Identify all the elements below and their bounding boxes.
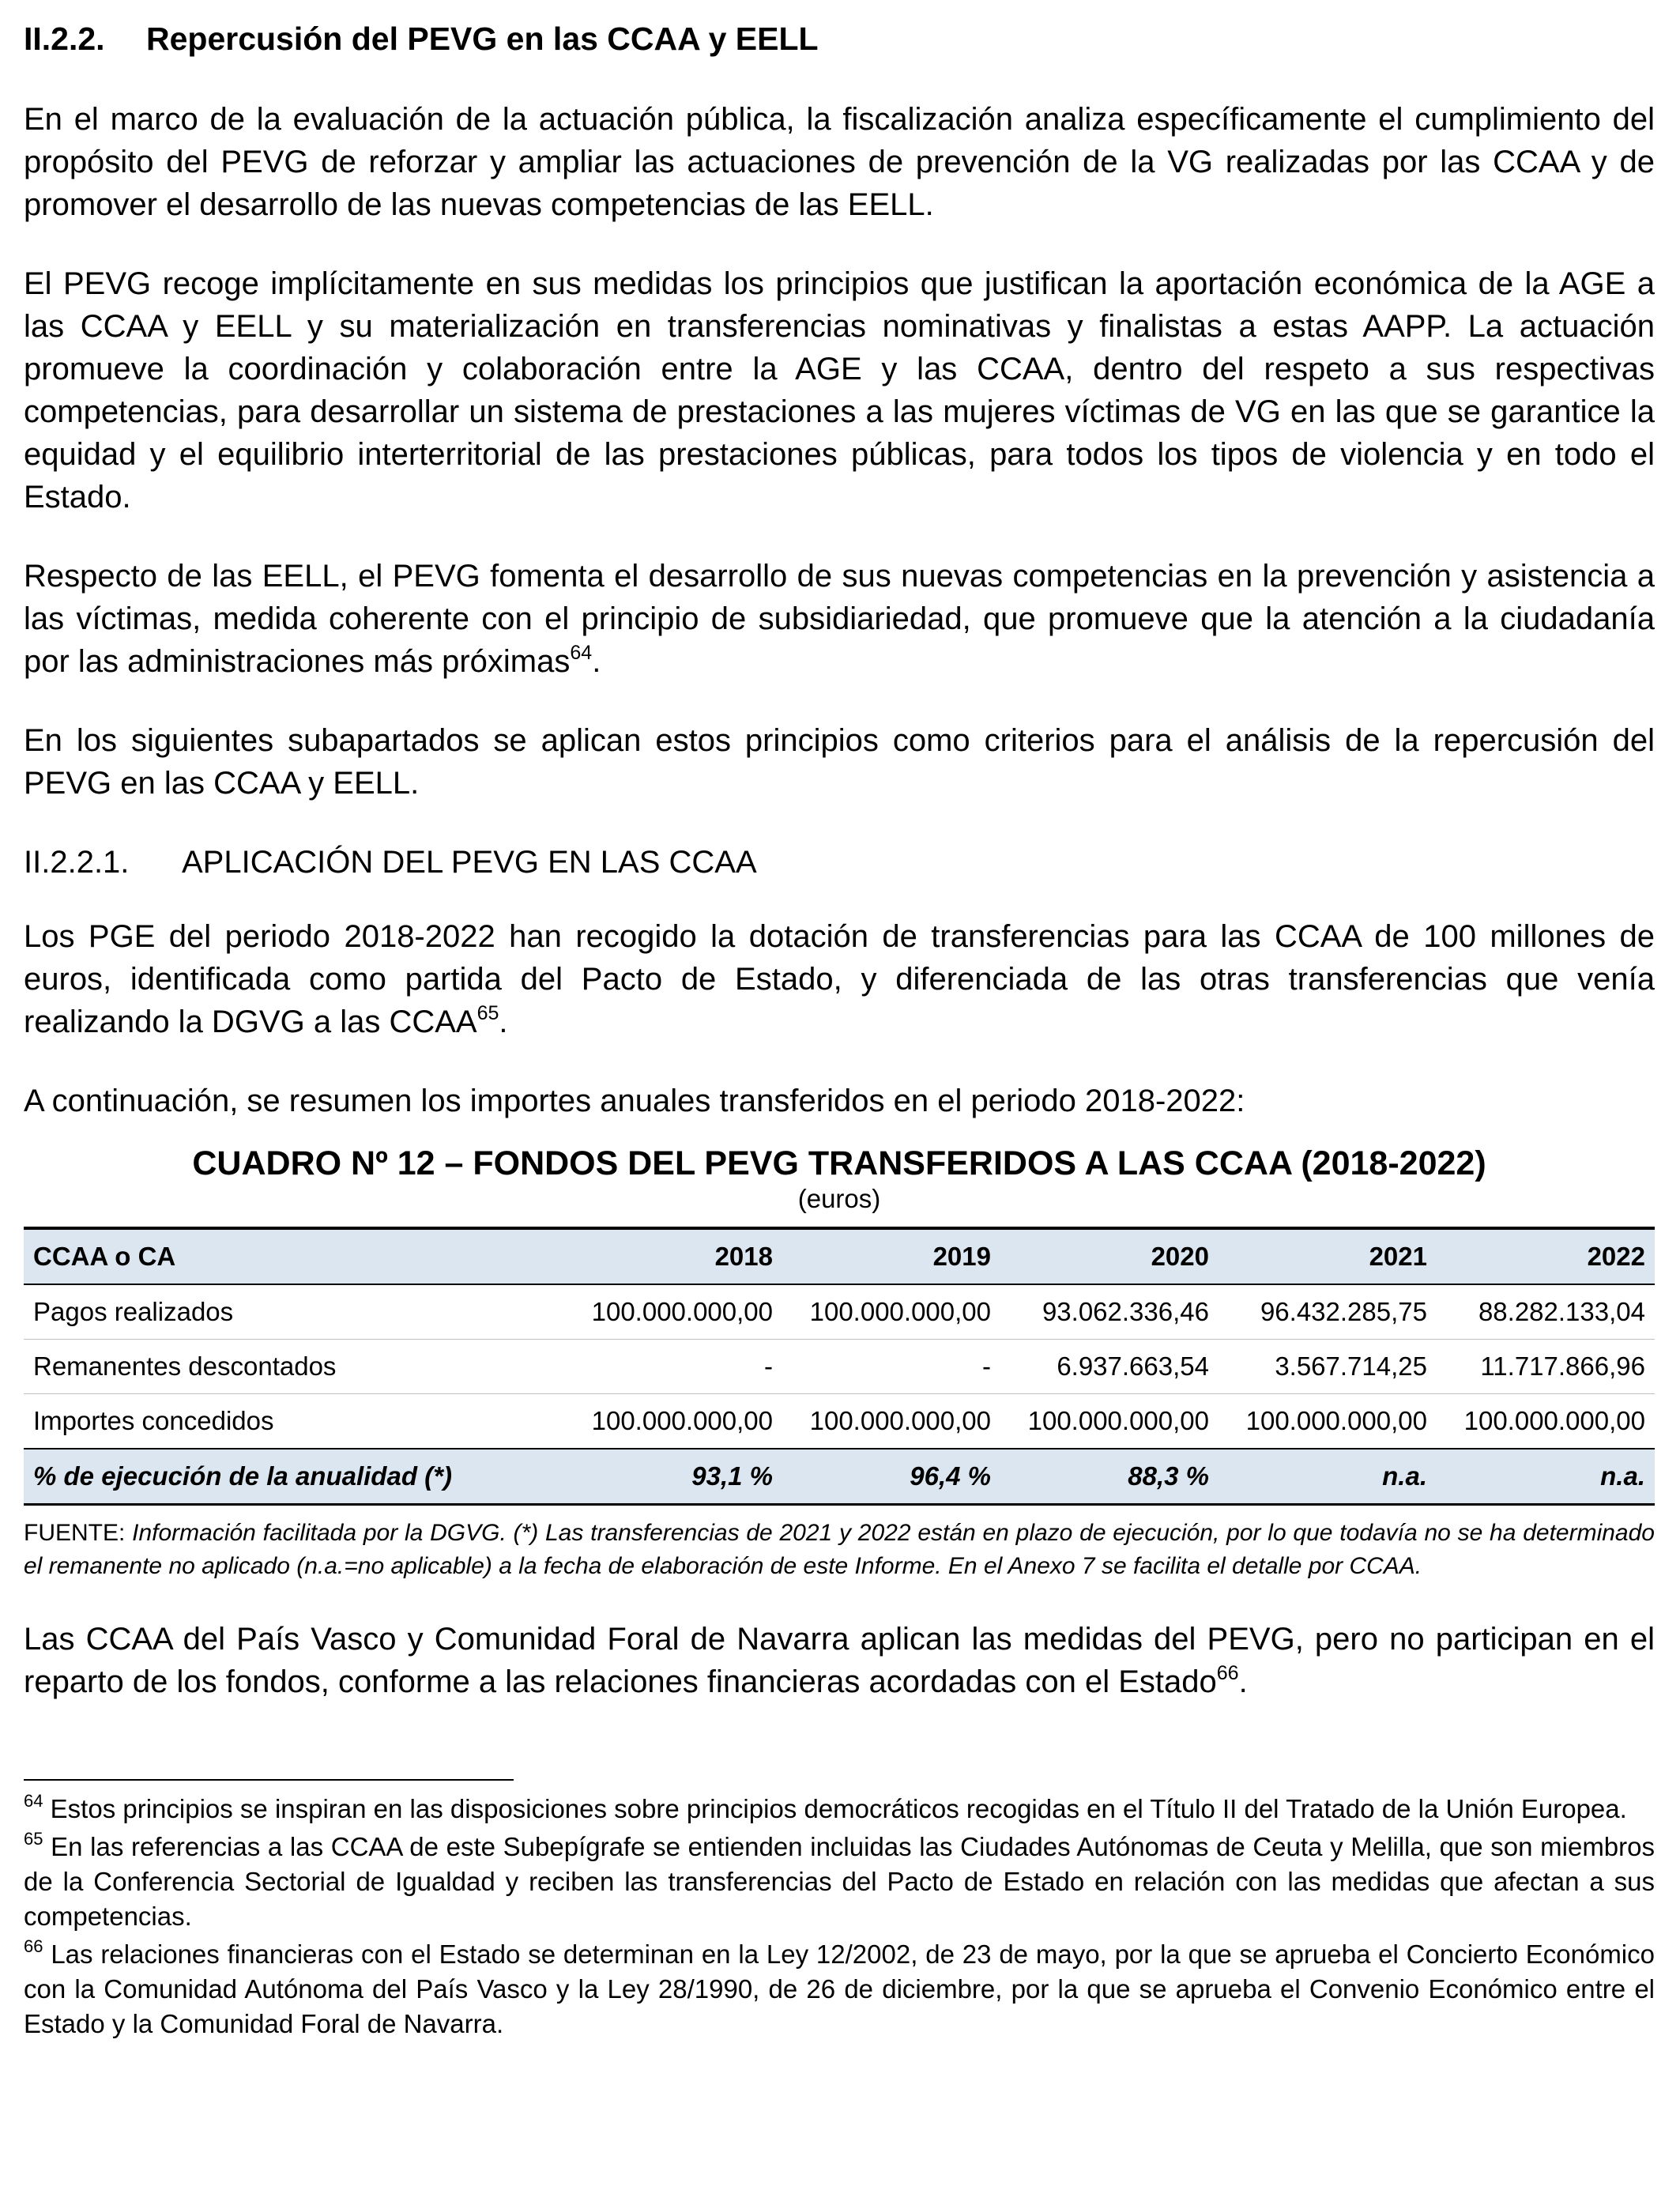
table-cell: n.a. xyxy=(1382,1461,1427,1491)
column-header: 2021 xyxy=(1369,1242,1427,1271)
paragraph-7-text: Las CCAA del País Vasco y Comunidad Foral de Navarra aplican las medidas del PEVG, pero no participan en el reparto de los fondos, conforme a las relaciones financieras acordadas con el Estado xyxy=(24,1622,1655,1699)
table-cell: 100.000.000,00 xyxy=(809,1297,991,1326)
paragraph-6: A continuación, se resumen los importes anuales transferidos en el periodo 2018-2022: xyxy=(24,1084,1245,1118)
table-cell: 100.000.000,00 xyxy=(1245,1406,1427,1435)
table-cell: % de ejecución de la anualidad (*) xyxy=(33,1461,452,1491)
paragraph-1: En el marco de la evaluación de la actuación pública, la fiscalización analiza específicamente el cumplimiento del propósito del PEVG de reforzar y ampliar las actuaciones de prevención de la VG realizadas por las CCAA y de promover el desarrollo de las nuevas competencias de las EELL. xyxy=(24,102,1655,222)
table-cell: 93,1 % xyxy=(691,1461,773,1491)
table-row xyxy=(24,1284,1655,1340)
table-row xyxy=(24,1394,1655,1449)
footnote-ref-64[interactable]: 64 xyxy=(570,641,593,664)
footnote-text: Las relaciones financieras con el Estado se determinan en la Ley 12/2002, de 23 de mayo, por la que se aprueba el Concierto Económico con la Comunidad Autónoma del País Vasco y la Ley 28/1990, de 26 de diciembre, por la que se aprueba el Convenio Económico entre el Estado y la Comunidad Foral de Navarra. xyxy=(24,1940,1655,2038)
table-cell: 100.000.000,00 xyxy=(809,1406,991,1435)
footnote-ref-66[interactable]: 66 xyxy=(1216,1661,1239,1684)
document-page xyxy=(24,17,1655,2045)
column-header: 2019 xyxy=(932,1242,991,1271)
table-cell: 93.062.336,46 xyxy=(1042,1297,1209,1326)
source-text: Información facilitada por la DGVG. (*) Las transferencias de 2021 y 2022 están en plazo de ejecución, por lo que todavía no se ha determinado el remanente no aplicado (n.a.=no aplicable) a la fecha de elaboración de este Informe. En el Anexo 7 se facilita el detalle por CCAA. xyxy=(24,1520,1655,1579)
section-number: II.2.2. xyxy=(24,21,105,57)
paragraph-3-text: Respecto de las EELL, el PEVG fomenta el desarrollo de sus nuevas competencias en la prevención y asistencia a las víctimas, medida coherente con el principio de subsidiariedad, que promueve que la atención a la ciudadanía por las administraciones más próximas xyxy=(24,559,1655,679)
footnote-number: 66 xyxy=(24,1936,43,1956)
table-cell: 100.000.000,00 xyxy=(591,1297,773,1326)
paragraph-5-text: Los PGE del periodo 2018-2022 han recogido la dotación de transferencias para las CCAA de 100 millones de euros, identificada como partida del Pacto de Estado, y diferenciada de las otras transferencias que venía realizando la DGVG a las CCAA xyxy=(24,919,1655,1039)
table-cell: Remanentes descontados xyxy=(33,1351,337,1381)
paragraph-2: El PEVG recoge implícitamente en sus medidas los principios que justifican la aportación económica de la AGE a las CCAA y EELL y su materialización en transferencias nominativas y finalistas a estas AAPP. La actuación promueve la coordinación y colaboración entre la AGE y las CCAA, dentro del respeto a sus respectivas competencias, para desarrollar un sistema de prestaciones a las mujeres víctimas de VG en las que se garantice la equidad y el equilibrio interterritorial de las prestaciones públicas, para todos los tipos de violencia y en todo el Estado. xyxy=(24,266,1655,515)
table-cell: - xyxy=(764,1351,773,1381)
column-header: CCAA o CA xyxy=(33,1242,176,1271)
footnote-64 xyxy=(24,1792,1655,1826)
table-cell: 100.000.000,00 xyxy=(591,1406,773,1435)
section-heading xyxy=(24,17,1655,60)
table-cell: 96,4 % xyxy=(910,1461,991,1491)
footnote-ref-65[interactable]: 65 xyxy=(477,1001,499,1024)
table-cell: 88.282.133,04 xyxy=(1478,1297,1645,1326)
paragraph-3: Respecto de las EELL, el PEVG fomenta el desarrollo de sus nuevas competencias en la prevención y asistencia a las víctimas, medida coherente con el principio de subsidiariedad, que promueve que la atención a la ciudadanía por las administraciones más próximas$^{64}$. xyxy=(24,559,1655,679)
paragraph-5: Los PGE del periodo 2018-2022 han recogido la dotación de transferencias para las CCAA de 100 millones de euros, identificada como partida del Pacto de Estado, y diferenciada de las otras transferencias que venía realizando la DGVG a las CCAA$^{65}$. xyxy=(24,919,1655,1039)
column-header: 2018 xyxy=(714,1242,773,1271)
table-cell: - xyxy=(982,1351,991,1381)
column-header: 2020 xyxy=(1151,1242,1209,1271)
subsection-heading xyxy=(24,841,1655,884)
table-row xyxy=(24,1340,1655,1394)
table-cell: Pagos realizados xyxy=(33,1297,234,1326)
table-cell: 3.567.714,25 xyxy=(1275,1351,1427,1381)
paragraph-4: En los siguientes subapartados se aplican estos principios como criterios para el análisis de la repercusión del PEVG en las CCAA y EELL. xyxy=(24,723,1655,801)
table-title: CUADRO Nº 12 – FONDOS DEL PEVG TRANSFERIDOS A LAS CCAA (2018-2022) xyxy=(192,1144,1486,1182)
column-header: 2022 xyxy=(1587,1242,1645,1271)
table-header-row xyxy=(24,1228,1655,1284)
section-title: Repercusión del PEVG en las CCAA y EELL xyxy=(146,21,819,57)
footnote-divider xyxy=(24,1779,514,1781)
footnote-66 xyxy=(24,1937,1655,2041)
subsection-title: APLICACIÓN DEL PEVG EN LAS CCAA xyxy=(182,845,757,880)
table-cell: Importes concedidos xyxy=(33,1406,274,1435)
footnote-number: 64 xyxy=(24,1791,43,1811)
footnote-text: En las referencias a las CCAA de este Subepígrafe se entienden incluidas las Ciudades Autónomas de Ceuta y Melilla, que son miembros de la Conferencia Sectorial de Igualdad y reciben las transferencias del Pacto de Estado en relación con las medidas que afectan a sus competencias. xyxy=(24,1832,1655,1931)
funds-table xyxy=(24,1227,1655,1506)
table-cell: 88,3 % xyxy=(1128,1461,1209,1491)
footnote-text: Estos principios se inspiran en las disposiciones sobre principios democráticos recogidas en el Título II del Tratado de la Unión Europea. xyxy=(50,1794,1627,1823)
table-cell: 6.937.663,54 xyxy=(1057,1351,1209,1381)
paragraph-7: Las CCAA del País Vasco y Comunidad Foral de Navarra aplican las medidas del PEVG, pero no participan en el reparto de los fondos, conforme a las relaciones financieras acordadas con el Estado$^{66}$. xyxy=(24,1622,1655,1699)
table-cell: 100.000.000,00 xyxy=(1463,1406,1645,1435)
table-cell: 96.432.285,75 xyxy=(1260,1297,1427,1326)
source-label: FUENTE: xyxy=(24,1520,126,1546)
footnote-65 xyxy=(24,1830,1655,1934)
table-cell: 11.717.866,96 xyxy=(1480,1351,1645,1381)
table-cell: n.a. xyxy=(1600,1461,1645,1491)
table-total-row xyxy=(24,1449,1655,1505)
table-cell: 100.000.000,00 xyxy=(1027,1406,1209,1435)
footnote-number: 65 xyxy=(24,1829,43,1849)
table-subtitle: (euros) xyxy=(797,1184,881,1213)
subsection-number: II.2.2.1. xyxy=(24,845,130,880)
table-source-note xyxy=(24,1517,1655,1583)
